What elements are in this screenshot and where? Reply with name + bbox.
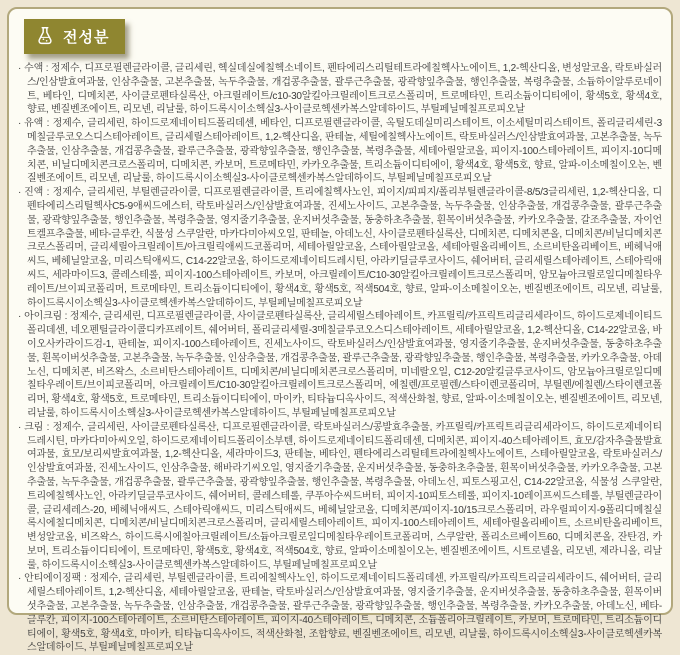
separator: : bbox=[61, 311, 70, 323]
separator: : bbox=[80, 573, 90, 585]
ingredient-section-eyecream bbox=[18, 310, 662, 420]
flask-icon bbox=[34, 25, 56, 47]
section-label: 안티에이징팩 bbox=[24, 573, 81, 585]
section-ingredients: 정제수, 글리세린, 부틸렌글라이콜, 디프로필렌글라이콜, 트리에칠헥사노인, 피이지/피피지/폴리부틸렌글라이콜-8/5/3글리세린, 1,2-헥산디올, 디펜타에리스리틸헥사C5-9애씨드에스터, 락토바실러스/인삼발효여과물, 진세노사이드, 고본추출물, 녹두추출물, 인삼추출물, 개겁콩추출물, 괄루근추출물, 광곽향잎추출물, 행인추출물, 복령추출물, 영지줄기추출물, 운지버섯추출물, 동충하초추출물, 흰목이버섯추출물, 카카오추출물, 갈조추출물, 자이언트켈프추출물, 베타-글루칸, 식물성 스쿠알란, 마카다미아씨오일, 판테놀, 아데노신, 사이클로펜타실록산, 디메치콘, 디메치콘올, 디메치콘/비닐디메치콘크로스폴리머, 글리세릴아크릴레이트/아크릴릭애씨드코폴리머, 세테아릴알코올, 스테아릴알코올, 세테아릴올리베이트, 소르비탄올리베이트, 베헤닉애씨드, 베헤닐알코올, 미리스틱애씨드, C14-22알코올, 하이드로제네이티드레시틴, 아라키딜글루코사이드, 쉐어버터, 글리세릴스테아레이트, 스테아릭애씨드, 세라마이드3, 콜레스테롤, 피이지-100스테아레이트, 카보머, 아크릴레이트/C10-30알킬아크릴레이트크로스폴리머, 암모늄아크릴로일디메칠타우레이트/브이피코폴리머, 트로메타민, 트리소듐이디티에이, 황색4호, 황색5호, 적색504호, 향료, 알파-이소메칠이오논, 벤질벤조에이트, 리모넨, 리날룰, 하이드록시이소헥실3-사이클로헥센카복스알데하이드, 부틸페닐메칠프로피오날 bbox=[27, 187, 662, 309]
header-badge bbox=[24, 19, 125, 54]
section-label: 유액 bbox=[24, 118, 44, 130]
bullet: · bbox=[18, 63, 22, 74]
separator: : bbox=[43, 187, 53, 199]
section-label: 수액 bbox=[24, 63, 44, 74]
bullet: · bbox=[18, 187, 22, 199]
bullet: · bbox=[18, 573, 22, 585]
section-ingredients: 정제수, 글리세린, 사이클로펜타실록산, 디프로필렌글라이콜, 락토바실러스/콩발효추출물, 카프릴릭/카프릭트리글리세라이드, 하이드로제네이티드레시틴, 마카다미아씨오일, 하이드로제네이티드폴리이소부텐, 하이드로제네이티드폴리데센, 디메치콘, 피이지-40스테아레이트, 효모/감자추출물발효여과물, 효모/보리씨발효여과물, 1,2-헥산디올, 세라마이드3, 판테놀, 베타인, 펜타에리스리틸테트라에칠헥사노에이트, 스테아릴알코올, 락토바실러스/인삼발효여과물, 진세노사이드, 인삼추출물, 해바라기씨오일, 영지줄기추출물, 운지버섯추출물, 동충하초추출물, 흰목이버섯추출물, 카카오추출물, 고본추출물, 녹두추출물, 개겁콩추출물, 괄루근추출물, 광곽향잎추출물, 행인추출물, 복령추출물, 아데노신, 피토스핑고신, C14-22알코올, 식물성 스쿠알란, 트리에칠헥사노인, 아라키딜글루코사이드, 쉐어버터, 콜레스테롤, 쿠푸아수씨드버터, 피이지-10피토스테롤, 피이지-10레이프씨드스테롤, 부틸렌글라이콜, 글리세레스-20, 베헤닉애씨드, 스테아릭애씨드, 미리스틱애씨드, 베헤닐알코올, 디메치콘/피이지-10/15크로스폴리머, 라우릴피이지-9폴리디메칠실록시에칠디메치콘, 디메치콘/비닐디메치콘크로스폴리머, 글리세릴스테아레이트, 피이지-100스테아레이트, 세테아릴올리베이트, 소르비탄올리베이트, 변성알코올, 비즈왁스, 하이드록시에칠아크릴레이트/소듐아크릴로일디메칠타우레이트코폴리머, 스쿠알란, 폴리소르베이트60, 디메치콘올, 잔탄검, 카보머, 트리소듐이디티에이, 트로메타민, 황색5호, 황색4호, 적색504호, 향료, 알파이소메칠이오논, 벤질벤조에이트, 시트로넬올, 리모넨, 제라니올, 리날룰, 하이드록시이소헥실3-사이클로헥센카복스알데하이드, 부틸페닐메칠프로피오날 bbox=[27, 421, 662, 571]
ingredients-panel bbox=[7, 7, 673, 654]
section-label: 크림 bbox=[24, 421, 44, 433]
bullet: · bbox=[18, 421, 22, 433]
bullet: · bbox=[18, 311, 22, 323]
section-label: 아이크림 bbox=[24, 311, 62, 323]
ingredient-section-antiaging-pack bbox=[18, 572, 662, 655]
bullet: · bbox=[18, 118, 22, 130]
section-ingredients: 정제수, 글리세린, 하이드로제네이티드폴리데센, 베타인, 디프로필렌글라이콜, 옥틸도데실미리스테이트, 이소세틸미리스테이트, 폴리글리세린-3메칠글루코오스디스테아레이트, 글리세릴스테아레이트, 1,2-헥산디올, 판테놀, 세틸에칠헥사노에이트, 락토바실러스/인삼발효여과물, 고본추출물, 녹두추출물, 인삼추출물, 개겁콩추출물, 괄루근추출물, 광곽향잎추출물, 행인추출물, 복령추출물, 세테아릴알코올, 피이지-100스테아레이트, 피이지-10디메치콘, 비닐디메치콘크로스폴리머, 디메치콘, 카보머, 트로메타민, 카카오추출물, 트리소듐이디티에이, 황색4호, 황색5호, 향료, 알파-이소메칠이오논, 벤질벤조에이트, 리모넨, 리날룰, 하이드록시이소헥실3-사이클로헥센카복스알데하이드, 부틸페닐메칠프로피오날 bbox=[27, 118, 662, 185]
section-label: 진액 bbox=[24, 187, 44, 199]
separator: : bbox=[43, 421, 53, 433]
ingredient-section-jineak bbox=[18, 186, 662, 310]
section-ingredients: 정제수, 디프로필렌글라이콜, 글리세린, 헥실데실에칠헥소네이트, 펜타에리스리틸테트라에칠헥사노에이트, 1,2-헥산디올, 변성알코올, 락토바실러스/인삼발효여과물, 인삼추출물, 고본추출물, 녹두추출물, 개겁콩추출물, 괄루근추출물, 광곽향잎추출물, 행인추출물, 복령추출물, 소듐하이알루로네이트, 베타인, 디메치콘, 사이클로펜타실록산, 아크릴레이트/c10-30알킬아크릴레이트크로스폴리머, 트로메타민, 트리소듐이디티에이, 황색5호, 황색4호, 향료, 벤질벤조에이트, 리모넨, 리날룰, 하이드록시이소헥실3-사이클로헥센카복스알데하이드, 부틸페닐메칠프로피오날 bbox=[27, 63, 662, 116]
ingredient-section-cream bbox=[18, 421, 662, 573]
separator: : bbox=[43, 118, 53, 130]
ingredient-section-yueak bbox=[18, 117, 662, 186]
ingredients-list bbox=[18, 62, 662, 655]
section-ingredients: 정제수, 글리세린, 부틸렌글라이콜, 트리에칠헥사노인, 하이드로제네이티드폴리데센, 카프릴릭/카프릭트리글리세라이드, 쉐어버터, 글리세릴스테아레이트, 1,2-헥산디올, 세테아릴알코올, 판테놀, 락토바실러스/인삼발효여과물, 영지줄기추출물, 운지버섯추출물, 동충하초추출물, 흰목이버섯추출물, 고본추출물, 녹두추출물, 인삼추출물, 개겁콩추출물, 괄루근추출물, 광곽향잎추출물, 행인추출물, 복령추출물, 카카오추출물, 아데노신, 베타-글루칸, 피이지-100스테아레이트, 소르비탄스테아레이트, 피이지-40스테아레이트, 디메치콘, 소듐폴리아크릴레이트, 카보머, 트로메타민, 트리소듐이디티에이, 황색5호, 황색4호, 마이카, 티타늄디옥사이드, 적색산화철, 조합향료, 벤질벤조에이트, 리모넨, 리날룰, 하이드록시이소헥실3-사이클로헥센카복스알데하이드, 부틸페닐메칠프로피오날 bbox=[27, 573, 662, 654]
page-title: 전성분 bbox=[63, 28, 110, 46]
section-ingredients: 정제수, 글리세린, 디프로필렌글라이콜, 사이클로펜타실록산, 글리세릴스테아레이트, 카프릴릭/카프릭트리글리세라이드, 하이드로제네이티드폴리데센, 네오펜틸글라이콜디카프레이트, 쉐어버터, 폴리글리세릴-3메칠글루코오스디스테아레이트, 세테아릴알코올, 1,2-헥산디올, C14-22알코올, 바이오사카라이드검-1, 판테놀, 피이지-100스테아레이트, 진세노사이드, 락토바실러스/인삼발효여과물, 영지줄기추출물, 운지버섯추출물, 동충하초추출물, 흰목이버섯추출물, 고본추출물, 녹두추출물, 인삼추출물, 개겁콩추출물, 괄루근추출물, 광곽향잎추출물, 행인추출물, 복령추출물, 카카오추출물, 아데노신, 디메치콘, 비즈왁스, 소르비탄스테아레이트, 디메치콘/비닐디메치콘크로스폴리머, 미네랄오일, C12-20알킬글루코사이드, 암모늄아크릴로일디메칠타우레이트/브이피코폴리머, 아크릴레이트/C10-30알킬아크릴레이트크로스폴리머, 에칠렌/프로필렌/스타이렌코폴리머, 부틸렌/에칠렌/스타이렌코폴리머, 황색4호, 황색5호, 트로메타민, 트리소듐이디티에이, 마이카, 티타늄디옥사이드, 적색산화철, 향료, 알파-이소메칠이오논, 벤질벤조에이트, 리모넨, 리날룰, 하이드록시이소헥실3-사이클로헥센카복스알데하이드, 부틸페닐메칠프로피오날 bbox=[27, 311, 662, 419]
separator: : bbox=[43, 63, 51, 74]
ingredient-section-sueak bbox=[18, 62, 662, 117]
